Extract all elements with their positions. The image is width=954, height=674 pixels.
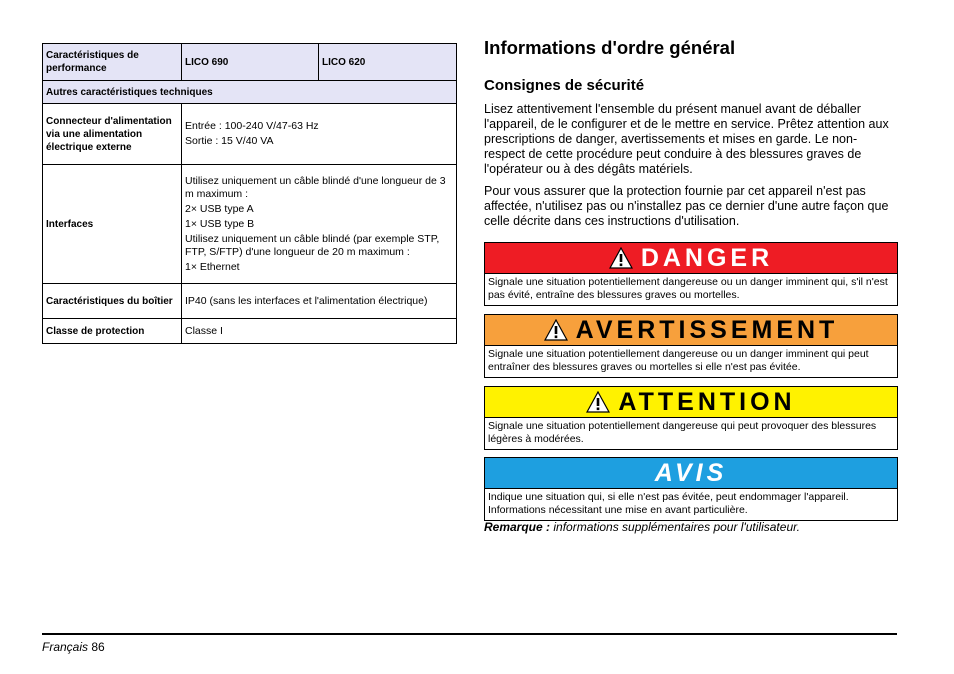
- table-section-title: Autres caractéristiques techniques: [43, 81, 457, 104]
- notice-box: [484, 457, 898, 521]
- warning-description: Signale une situation potentiellement dangereuse ou un danger imminent qui peut entraîner des blessures graves ou mortelles si elle n'est pas évitée.: [488, 348, 869, 373]
- value-line: Entrée : 100-240 V/47-63 Hz: [185, 120, 319, 132]
- value-line: Utilisez uniquement un câble blindé (par exemple STP, FTP, S/FTP) d'une longueur de 20 m maximum :: [185, 232, 440, 258]
- caution-band: [485, 387, 897, 418]
- page-title: Informations d'ordre général: [484, 37, 736, 58]
- warning-band: [485, 315, 897, 346]
- remark-label: Remarque :: [484, 520, 551, 534]
- value-line: 1× Ethernet: [185, 260, 240, 273]
- value-line: Classe I: [185, 324, 223, 337]
- spec-table: [42, 43, 457, 344]
- caution-signal-word: ATTENTION: [618, 388, 796, 416]
- table-header-cell: Caractéristiques de performance: [43, 44, 182, 81]
- danger-signal-word: DANGER: [640, 244, 774, 272]
- table-section-row: [43, 81, 457, 104]
- notice-description: Indique une situation qui, si elle n'est pas évitée, peut endommager l'appareil. Informations nécessitant une mise en avant particulière.: [488, 491, 849, 516]
- warning-signal-word: AVERTISSEMENT: [575, 316, 839, 344]
- general-info-section: [484, 36, 898, 236]
- warning-box: [484, 314, 898, 378]
- value-line: 1× USB type B: [185, 217, 255, 230]
- table-row: [43, 284, 457, 319]
- row-label: Classe de protection: [43, 319, 182, 344]
- caution-box: [484, 386, 898, 450]
- table-row: [43, 104, 457, 165]
- notice-signal-word: AVIS: [654, 459, 728, 487]
- row-value: [182, 319, 457, 344]
- value-line: Utilisez uniquement un câble blindé d'une longueur de 3 m maximum :: [185, 174, 446, 200]
- row-value: [182, 165, 457, 284]
- value-line: Sortie : 15 V/40 VA: [185, 135, 274, 147]
- table-header-cell: LICO 690: [182, 44, 319, 81]
- caution-description: Signale une situation potentiellement dangereuse qui peut provoquer des blessures légères à modérées.: [488, 420, 877, 445]
- danger-box: [484, 242, 898, 306]
- notice-band: [485, 458, 897, 489]
- table-header-row: [43, 44, 457, 81]
- page-number: 86: [91, 640, 105, 654]
- footer-language: Français: [42, 640, 89, 654]
- row-label: Caractéristiques du boîtier: [43, 284, 182, 319]
- danger-band: [485, 243, 897, 274]
- paragraph: Pour vous assurer que la protection fournie par cet appareil n'est pas affectée, n'utilisez pas ou n'installez pas ce dernier d'une autre façon que celle décrite dans ces instructions d'utilisation.: [484, 184, 889, 228]
- warning-triangle-icon: [544, 319, 568, 341]
- remark: [484, 520, 800, 534]
- table-row: [43, 319, 457, 344]
- table-header-cell: LICO 620: [319, 44, 457, 81]
- page-footer: [42, 640, 105, 654]
- warning-triangle-icon: [586, 391, 610, 413]
- value-line: IP40 (sans les interfaces et l'alimentation électrique): [185, 294, 428, 307]
- value-line: 2× USB type A: [185, 202, 254, 215]
- row-label: Connecteur d'alimentation via une alimentation électrique externe: [43, 104, 182, 165]
- warning-triangle-icon: [609, 247, 633, 269]
- row-value: [182, 104, 457, 165]
- row-value: [182, 284, 457, 319]
- footer-divider: [42, 633, 897, 635]
- section-title: Consignes de sécurité: [484, 77, 645, 94]
- table-row: [43, 165, 457, 284]
- row-label: Interfaces: [43, 165, 182, 284]
- danger-description: Signale une situation potentiellement dangereuse ou un danger imminent qui, s'il n'est pas évité, entraîne des blessures graves ou mortelles.: [488, 276, 888, 301]
- paragraph: Lisez attentivement l'ensemble du présent manuel avant de déballer l'appareil, de le configurer et de le mettre en service. Prêtez attention aux prescriptions de danger, avertissements et mises en garde. Le non-respect de cette procédure peut conduire à des blessures graves de l'opérateur ou à des dégâts matériels.: [484, 102, 889, 176]
- remark-text: informations supplémentaires pour l'utilisateur.: [550, 520, 800, 534]
